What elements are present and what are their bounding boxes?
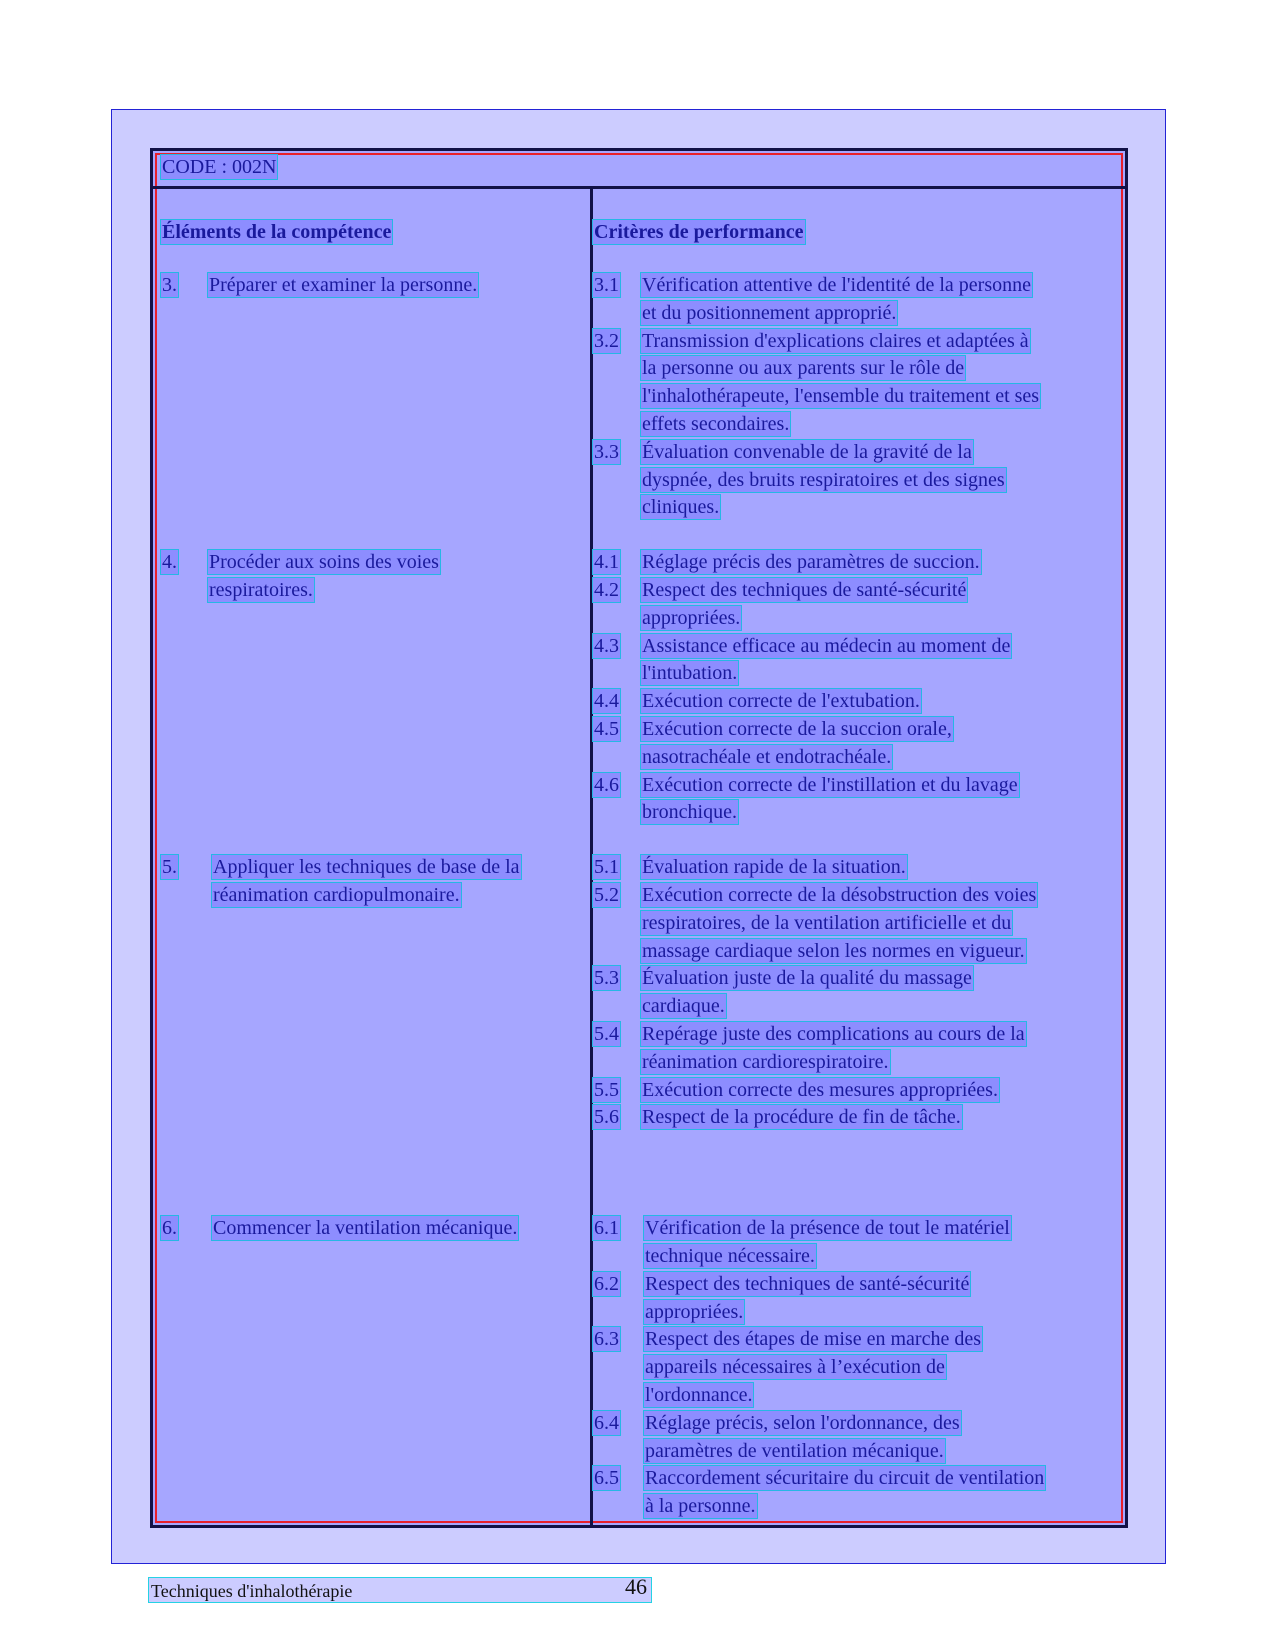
criterion-number: 6.3: [594, 1328, 619, 1351]
criterion-text-line: Évaluation rapide de la situation.: [642, 856, 906, 879]
criterion-text-line: Assistance efficace au médecin au moment de: [642, 634, 1011, 657]
element-text-line: Préparer et examiner la personne.: [209, 274, 478, 296]
criterion-text-line: l'ordonnance.: [645, 1384, 753, 1406]
criterion-text-line: Transmission d'explications claires et adaptées à: [642, 329, 1029, 352]
element-number: 6.: [162, 1217, 177, 1240]
element-text-line: Procéder aux soins des voies: [209, 551, 439, 574]
criterion-number: 3.1: [594, 274, 619, 296]
right-column-header: Critères de performance: [594, 221, 804, 243]
criterion-text-line: la personne ou aux parents sur le rôle de: [642, 357, 965, 380]
criterion-text-line: Exécution correcte des mesures appropriées.: [642, 1078, 998, 1101]
element-text-line: respiratoires.: [209, 579, 313, 601]
criterion-number: 5.2: [594, 884, 619, 906]
footer-title: Techniques d'inhalothérapie: [151, 1581, 353, 1601]
criterion-text-line: Respect des techniques de santé-sécurité: [642, 579, 967, 601]
left-column-header: Éléments de la compétence: [162, 221, 392, 243]
criterion-number: 4.3: [594, 634, 619, 657]
criterion-number: 4.1: [594, 551, 619, 574]
criterion-text-line: et du positionnement approprié.: [642, 301, 897, 324]
criterion-text-line: cardiaque.: [642, 995, 725, 1018]
competence-table: [150, 148, 1128, 1528]
code-row-divider: [153, 186, 1125, 189]
criterion-number: 6.5: [594, 1467, 619, 1490]
criterion-number: 4.6: [594, 773, 619, 796]
criterion-text-line: Évaluation convenable de la gravité de la: [642, 440, 972, 463]
element-text-line: Commencer la ventilation mécanique.: [213, 1217, 518, 1240]
criterion-text-line: Exécution correcte de l'instillation et du lavage: [642, 773, 1018, 796]
criterion-text-line: appareils nécessaires à l’exécution de: [645, 1356, 945, 1379]
page-number: 46: [625, 1574, 647, 1599]
criterion-number: 5.6: [594, 1106, 619, 1129]
criterion-text-line: Réglage précis, selon l'ordonnance, des: [645, 1411, 960, 1434]
criterion-text-line: Exécution correcte de la succion orale,: [642, 718, 952, 740]
criterion-text-line: Réglage précis des paramètres de succion.: [642, 551, 980, 574]
criterion-number: 3.3: [594, 440, 619, 463]
criterion-text-line: paramètres de ventilation mécanique.: [645, 1439, 944, 1462]
criterion-text-line: Raccordement sécuritaire du circuit de ventilation: [645, 1467, 1045, 1490]
table-inner-border: [155, 153, 1123, 1523]
criterion-text-line: Exécution correcte de l'extubation.: [642, 690, 920, 713]
criterion-text-line: bronchique.: [642, 801, 737, 824]
criterion-text-line: respiratoires, de la ventilation artificielle et du: [642, 911, 1012, 934]
code-label: CODE : 002N: [162, 156, 277, 178]
element-text-line: réanimation cardiopulmonaire.: [213, 884, 460, 906]
criterion-number: 5.4: [594, 1023, 619, 1045]
criterion-text-line: réanimation cardiorespiratoire.: [642, 1050, 889, 1073]
criterion-number: 4.5: [594, 718, 619, 740]
criterion-number: 5.5: [594, 1078, 619, 1101]
element-number: 3.: [162, 274, 177, 296]
element-number: 4.: [162, 551, 177, 574]
criterion-text-line: dyspnée, des bruits respiratoires et des signes: [642, 468, 1005, 491]
criterion-text-line: Vérification de la présence de tout le matériel: [645, 1217, 1010, 1240]
criterion-text-line: Respect des techniques de santé-sécurité: [645, 1272, 970, 1295]
criterion-text-line: Vérification attentive de l'identité de la personne: [642, 274, 1032, 296]
criterion-text-line: l'inhalothérapeute, l'ensemble du traitement et ses: [642, 385, 1040, 408]
criterion-number: 5.1: [594, 856, 619, 879]
criterion-number: 3.2: [594, 329, 619, 352]
criterion-number: 6.4: [594, 1411, 619, 1434]
criterion-text-line: appropriées.: [645, 1300, 744, 1323]
criterion-text-line: technique nécessaire.: [645, 1245, 815, 1267]
criterion-text-line: appropriées.: [642, 606, 741, 629]
criterion-text-line: nasotrachéale et endotrachéale.: [642, 745, 892, 768]
criterion-text-line: Repérage juste des complications au cours de la: [642, 1023, 1025, 1045]
criterion-number: 4.2: [594, 579, 619, 601]
criterion-text-line: à la personne.: [645, 1495, 756, 1518]
criterion-text-line: massage cardiaque selon les normes en vigueur.: [642, 939, 1025, 962]
element-number: 5.: [162, 856, 177, 879]
criterion-number: 6.1: [594, 1217, 619, 1240]
criterion-number: 5.3: [594, 967, 619, 990]
criterion-number: 4.4: [594, 690, 619, 713]
criterion-text-line: Exécution correcte de la désobstruction des voies: [642, 884, 1037, 906]
criterion-text-line: Respect des étapes de mise en marche des: [645, 1328, 981, 1351]
criterion-text-line: cliniques.: [642, 496, 720, 519]
criterion-text-line: effets secondaires.: [642, 413, 790, 435]
criterion-text-line: l'intubation.: [642, 662, 738, 685]
criterion-number: 6.2: [594, 1272, 619, 1295]
criterion-text-line: Évaluation juste de la qualité du massage: [642, 967, 972, 990]
criterion-text-line: Respect de la procédure de fin de tâche.: [642, 1106, 961, 1129]
element-text-line: Appliquer les techniques de base de la: [213, 856, 520, 879]
